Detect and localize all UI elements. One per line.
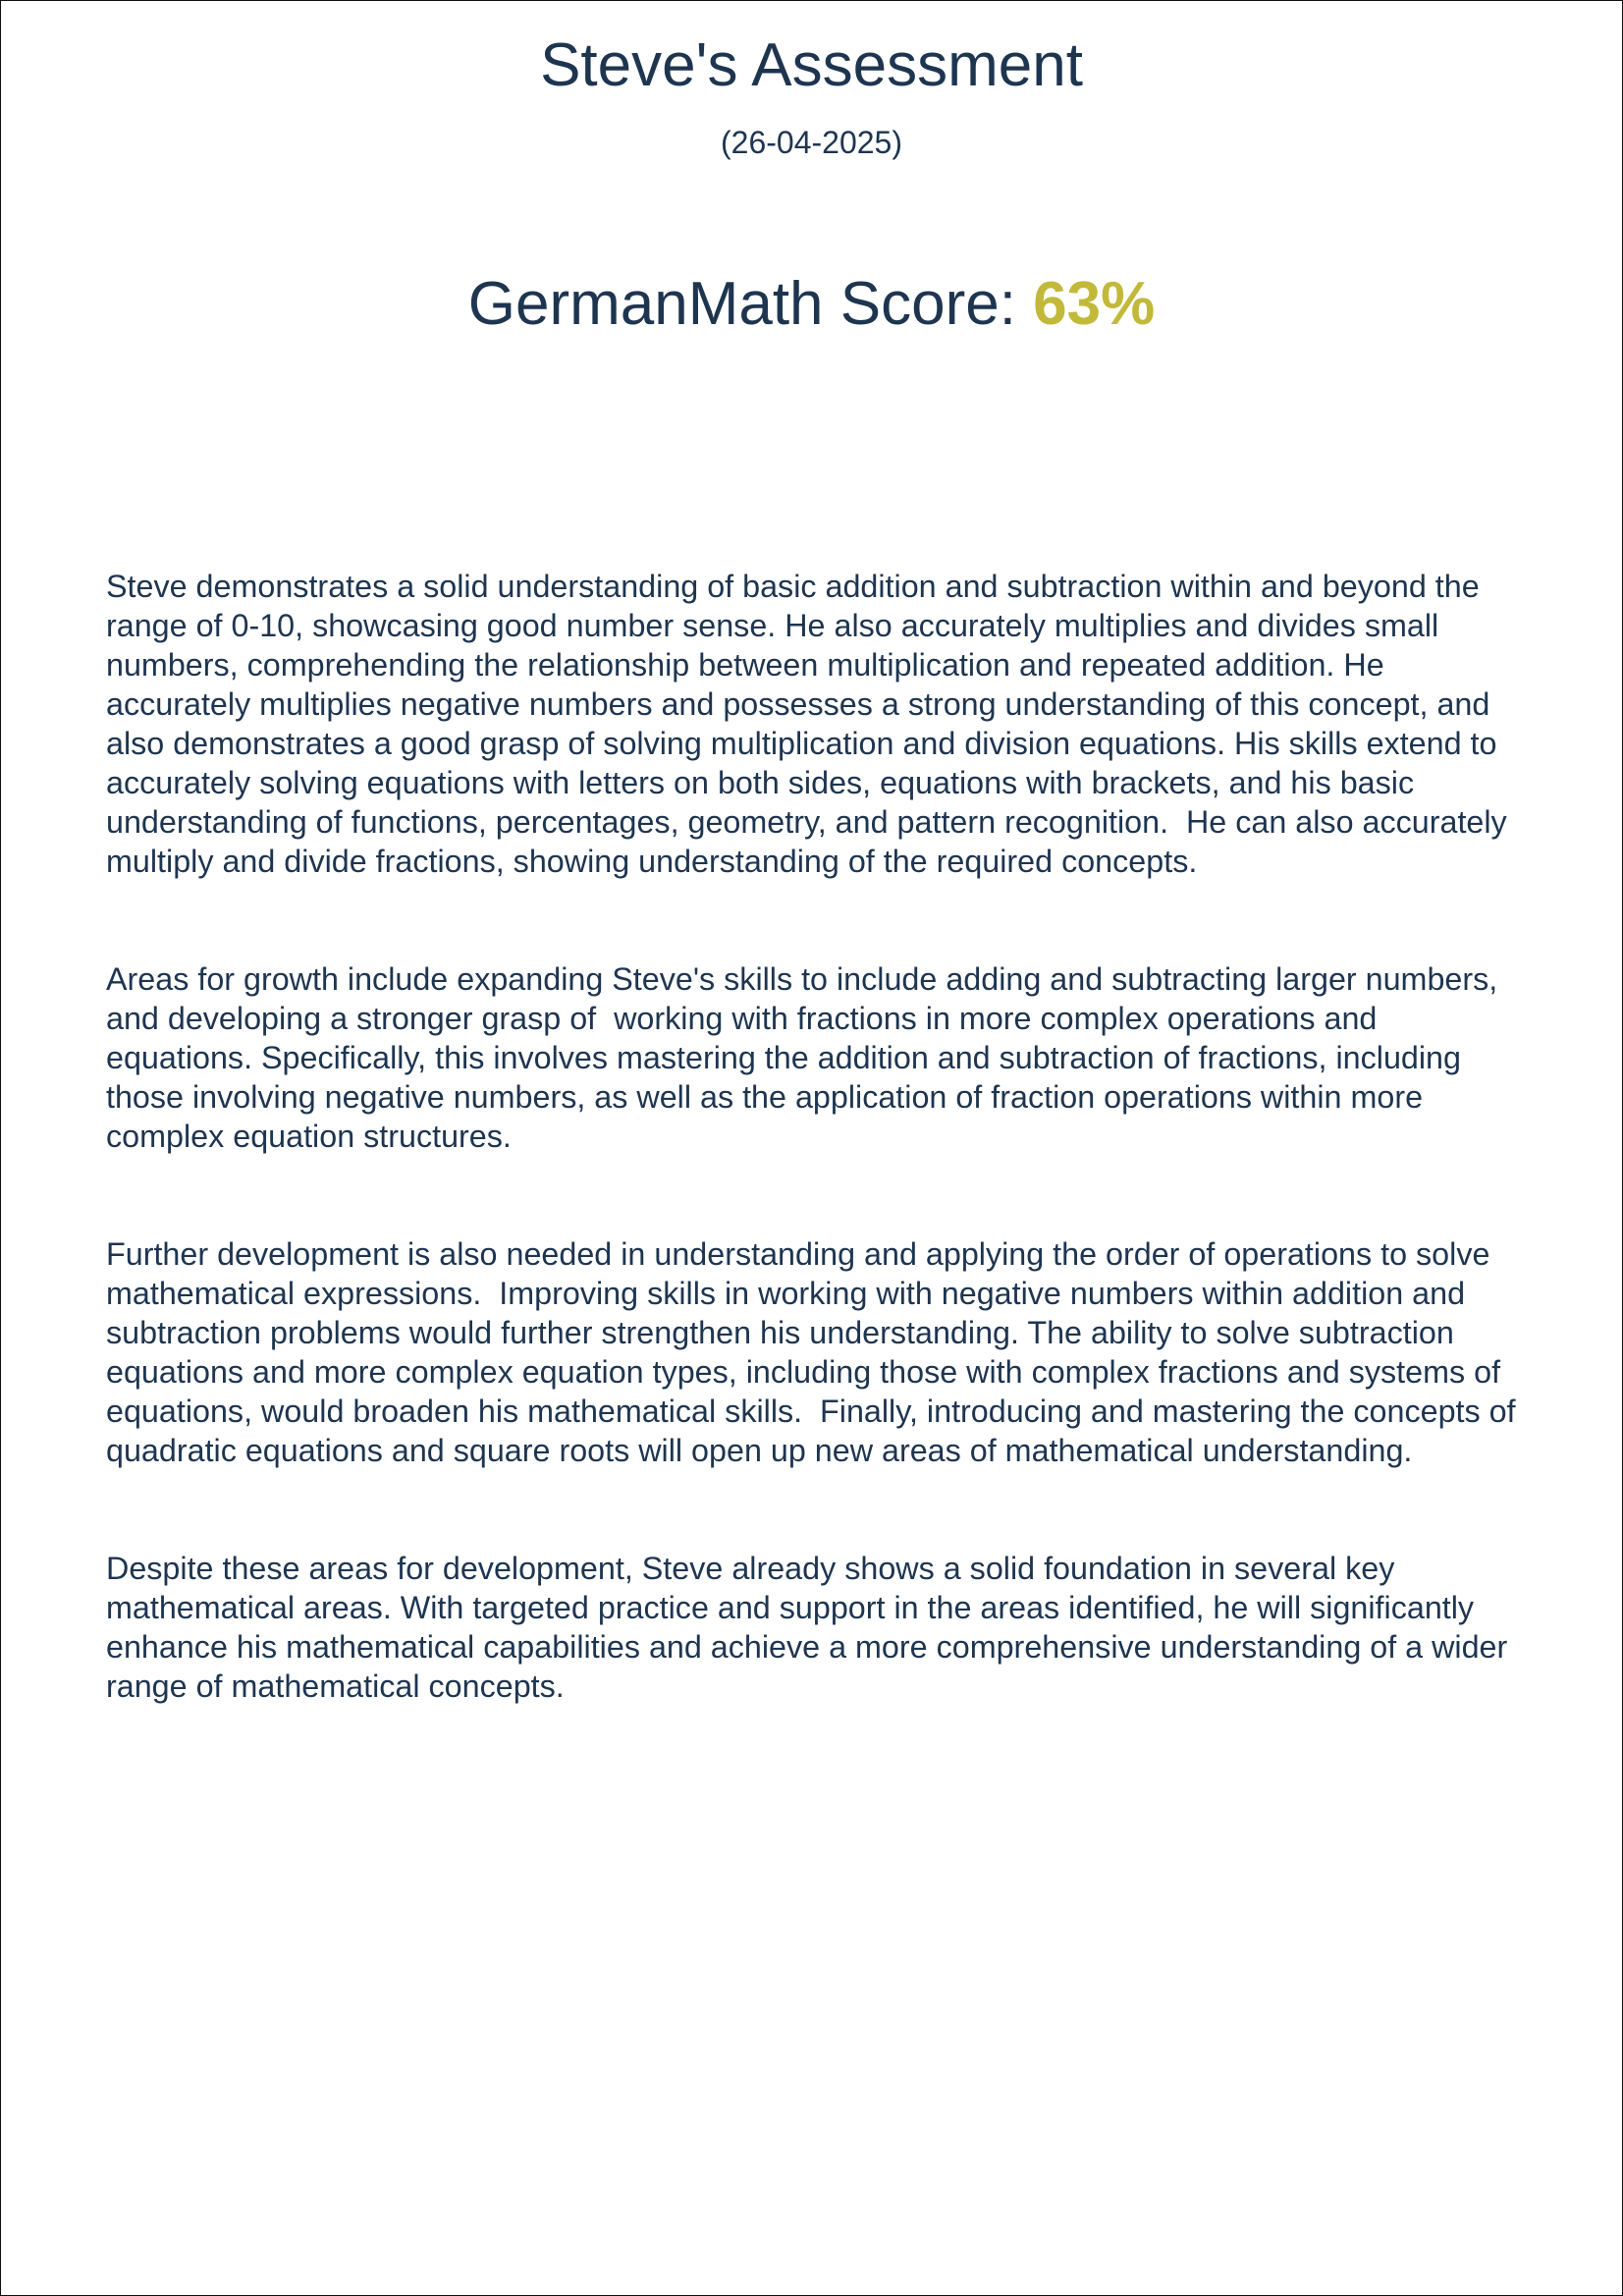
paragraph-further-development: Further development is also needed in understanding and applying the order of operations to solve mathematical expressions. Improving skills in working with negative numbers within addition and subtraction problems would further strengthen his understanding. The ability to solve subtraction equations and more complex equation types, including those with complex fractions and systems of equations, would broaden his mathematical skills. Finally, introducing and mastering the concepts of quadratic equations and square roots will open up new areas of mathematical understanding. xyxy=(106,1236,1525,1468)
score-value: 63% xyxy=(1033,270,1156,338)
paragraph-growth-areas: Areas for growth include expanding Steve's skills to include adding and subtracting larger numbers, and developing a stronger grasp of working with fractions in more complex operations and equations. Specifically, this involves mastering the addition and subtraction of fractions, including those involving negative numbers, as well as the application of fraction operations within more complex equation structures. xyxy=(106,961,1507,1154)
paragraph-summary: Despite these areas for development, Steve already shows a solid foundation in several key mathematical areas. With targeted practice and support in the areas identified, he will significantly enhance his mathematical capabilities and achieve a more comprehensive understanding of a wider range of mathematical concepts. xyxy=(106,1551,1517,1704)
score-label: GermanMath Score: xyxy=(467,270,1034,338)
score-line xyxy=(1,264,1622,345)
assessment-date: (26-04-2025) xyxy=(721,125,902,160)
assessment-body xyxy=(106,567,1525,1784)
paragraph-strengths: Steve demonstrates a solid understanding of basic addition and subtraction within and beyond the range of 0-10, showcasing good number sense. He also accurately multiplies and divides small numbers, comprehending the relationship between multiplication and repeated addition. He accurately multiplies negative numbers and possesses a strong understanding of this concept, and also demonstrates a good grasp of solving multiplication and division equations. His skills extend to accurately solving equations with letters on both sides, equations with brackets, and his basic understanding of functions, percentages, geometry, and pattern recognition. He can also accurately multiply and divide fractions, showing understanding of the required concepts. xyxy=(106,569,1516,879)
page-title: Steve's Assessment xyxy=(540,31,1083,99)
